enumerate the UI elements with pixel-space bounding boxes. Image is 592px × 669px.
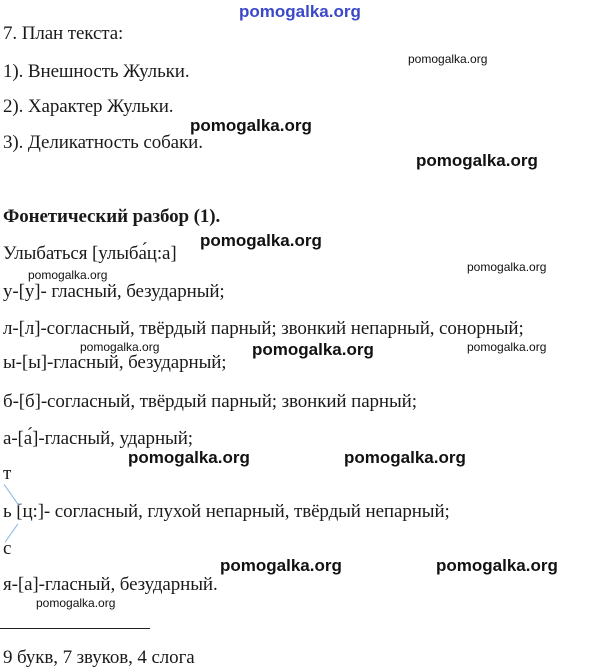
text-line-plan-title: 7. План текста: — [3, 23, 124, 44]
text-line-letter-a: а-[а́]-гласный, ударный; — [3, 428, 193, 449]
text-line-summary: 9 букв, 7 звуков, 4 слога — [3, 647, 195, 668]
watermark-1: pomogalka.org — [408, 52, 488, 66]
text-line-plan-2: 2). Характер Жульки. — [3, 96, 174, 117]
watermark-14: pomogalka.org — [36, 596, 116, 610]
divider-line — [0, 628, 150, 629]
text-line-letter-t: т — [3, 463, 12, 484]
text-line-letter-s: с — [3, 538, 12, 559]
text-line-letter-u: у-[у]- гласный, безударный; — [3, 281, 225, 302]
watermark-9: pomogalka.org — [467, 340, 547, 354]
text-line-letter-y: ы-[ы]-гласный, безударный; — [3, 352, 227, 373]
text-line-letter-b: б-[б]-согласный, твёрдый парный; звонкий парный; — [3, 391, 417, 412]
watermark-8: pomogalka.org — [252, 340, 374, 359]
bracket-stroke-bottom — [5, 524, 18, 543]
watermark-5: pomogalka.org — [467, 260, 547, 274]
text-line-plan-1: 1). Внешность Жульки. — [3, 61, 190, 82]
section-heading-phonetic: Фонетический разбор (1). — [3, 206, 221, 227]
text-line-plan-3: 3). Деликатность собаки. — [3, 132, 203, 153]
watermark-11: pomogalka.org — [344, 448, 466, 467]
watermark-3: pomogalka.org — [416, 151, 538, 170]
watermark-top: pomogalka.org — [239, 2, 361, 21]
watermark-10: pomogalka.org — [128, 448, 250, 467]
watermark-2: pomogalka.org — [190, 116, 312, 135]
watermark-13: pomogalka.org — [436, 556, 558, 575]
text-line-letter-soft-sign: ь [ц:]- согласный, глухой непарный, твёрдый непарный; — [3, 501, 450, 522]
watermark-6: pomogalka.org — [28, 268, 108, 282]
text-line-letter-ya: я-[а]-гласный, безударный. — [3, 574, 218, 595]
text-line-word: Улыбаться [улыба́ц:а] — [3, 243, 177, 264]
watermark-4: pomogalka.org — [200, 231, 322, 250]
watermark-12: pomogalka.org — [220, 556, 342, 575]
text-line-letter-l: л-[л]-согласный, твёрдый парный; звонкий непарный, сонорный; — [3, 318, 524, 339]
watermark-7: pomogalka.org — [80, 340, 160, 354]
